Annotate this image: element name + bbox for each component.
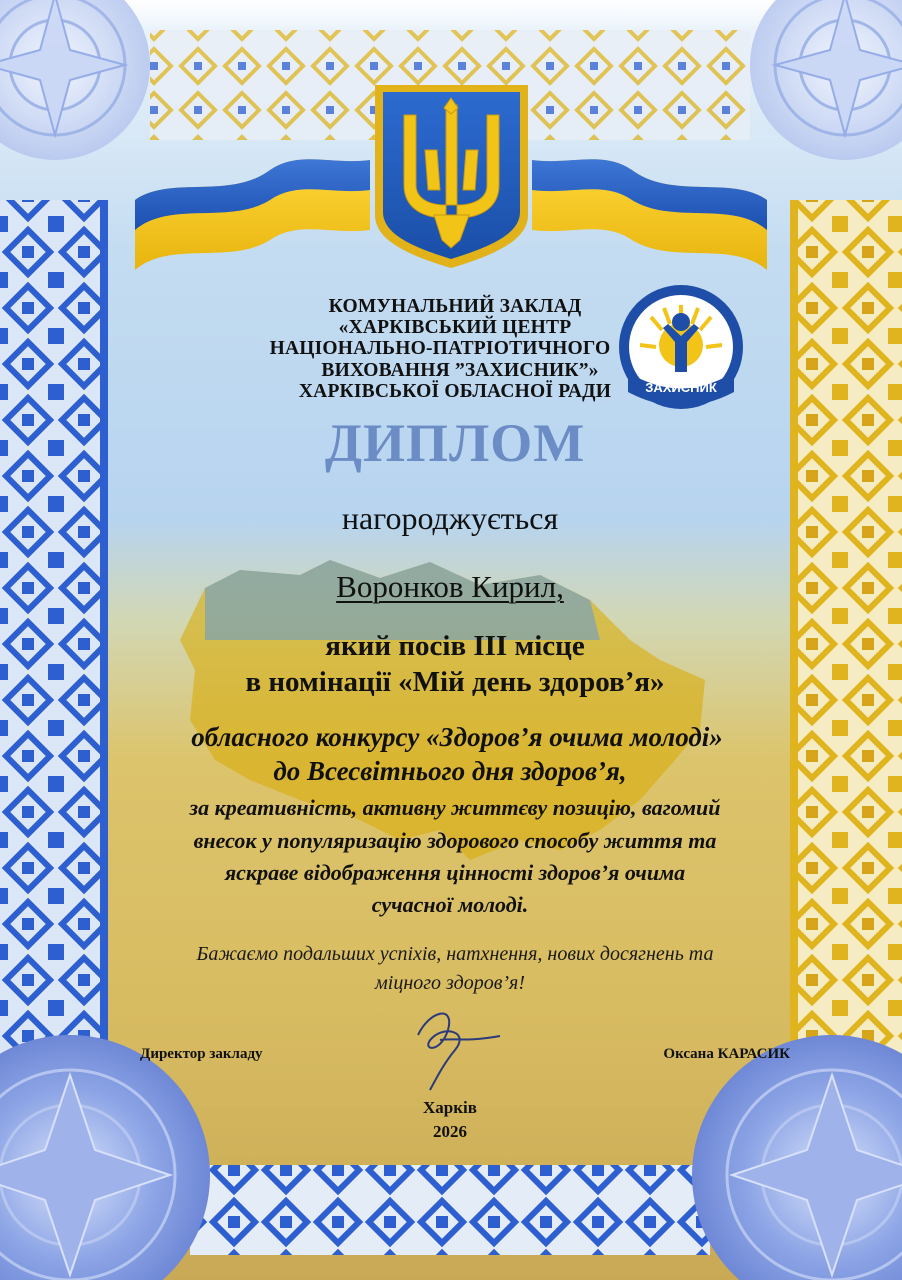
director-position: Директор закладу — [140, 1046, 263, 1062]
logo-caption: ЗАХИСНИК — [645, 380, 717, 395]
city-label: Харків — [423, 1098, 477, 1117]
org-line-2: «ХАРКІВСЬКИЙ ЦЕНТР — [338, 317, 572, 338]
place-line-2: в номінації «Мій день здоров’я» — [245, 666, 665, 698]
wish-line-2: міцного здоров’я! — [375, 972, 525, 994]
diploma-title: ДИПЛОМ — [324, 413, 586, 473]
awarded-label: нагороджується — [341, 500, 559, 536]
contest-line-1: обласного конкурсу «Здоров’я очима молоді» — [191, 722, 723, 752]
reason-line-1: за креативність, активну життєву позицію, вагомий — [189, 795, 721, 820]
contest-line-2: до Всесвітнього дня здоров’я, — [273, 756, 627, 786]
place-line-1: який посів ІІІ місце — [325, 630, 585, 662]
org-line-4: ВИХОВАННЯ ”ЗАХИСНИК”» — [321, 360, 599, 381]
wish-line-1: Бажаємо подальших успіхів, натхнення, нових досягнень та — [196, 943, 714, 965]
reason-line-4: сучасної молоді. — [371, 892, 529, 917]
year-label: 2026 — [433, 1122, 467, 1141]
recipient-name: Воронков Кирил, — [336, 569, 564, 604]
org-line-1: КОМУНАЛЬНИЙ ЗАКЛАД — [328, 296, 582, 317]
org-line-5: ХАРКІВСЬКОЇ ОБЛАСНОЇ РАДИ — [298, 381, 612, 402]
director-name: Оксана КАРАСИК — [663, 1046, 790, 1062]
reason-line-2: внесок у популяризацію здорового способу життя та — [193, 828, 717, 853]
org-line-3: НАЦІОНАЛЬНО-ПАТРІОТИЧНОГО — [269, 338, 611, 359]
reason-line-3: яскраве відображення цінності здоров’я очима — [224, 860, 686, 885]
